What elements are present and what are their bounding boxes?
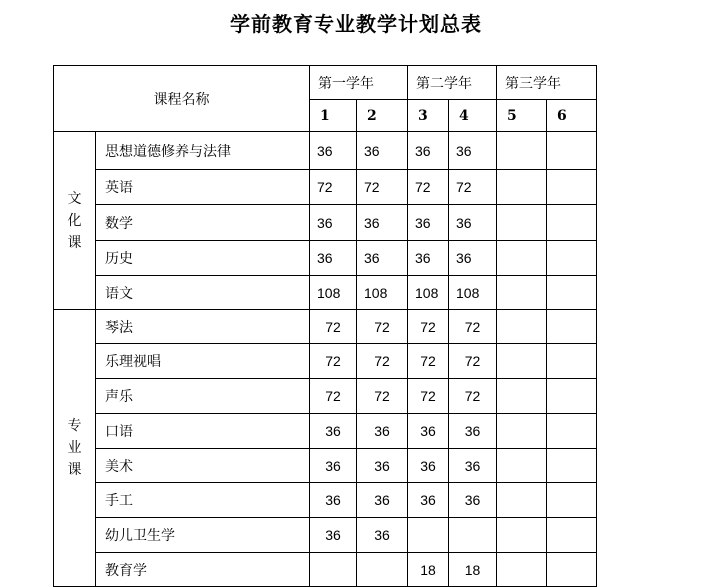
hours-cell: 36 — [310, 414, 357, 449]
hours-cell — [497, 132, 547, 170]
hours-cell: 36 — [357, 483, 408, 518]
hours-cell: 36 — [310, 483, 357, 518]
hours-cell: 36 — [408, 241, 449, 276]
course-name-cell: 口语 — [96, 414, 310, 449]
hours-cell: 36 — [449, 132, 497, 170]
course-name-cell: 语文 — [96, 276, 310, 310]
hours-cell: 36 — [310, 205, 357, 241]
year-2-header: 第二学年 — [408, 66, 497, 100]
semester-header: 5 — [497, 100, 547, 132]
hours-cell — [357, 553, 408, 587]
hours-cell: 108 — [310, 276, 357, 310]
hours-cell — [547, 518, 597, 553]
hours-cell: 36 — [408, 449, 449, 483]
hours-cell — [497, 170, 547, 205]
hours-cell: 36 — [310, 518, 357, 553]
hours-cell: 36 — [408, 205, 449, 241]
hours-cell: 108 — [449, 276, 497, 310]
course-name-header: 课程名称 — [54, 66, 310, 132]
hours-cell — [547, 132, 597, 170]
hours-cell — [408, 518, 449, 553]
hours-cell — [497, 449, 547, 483]
hours-cell: 72 — [449, 379, 497, 414]
hours-cell: 72 — [408, 170, 449, 205]
course-name-cell: 乐理视唱 — [96, 344, 310, 379]
hours-cell: 36 — [449, 483, 497, 518]
hours-cell: 36 — [408, 414, 449, 449]
table-row — [54, 379, 597, 414]
hours-cell — [547, 414, 597, 449]
hours-cell: 72 — [310, 344, 357, 379]
course-name-cell: 思想道德修养与法律 — [96, 132, 310, 170]
hours-cell — [497, 344, 547, 379]
hours-cell: 72 — [449, 310, 497, 344]
hours-cell: 72 — [408, 344, 449, 379]
hours-cell: 36 — [408, 132, 449, 170]
semester-header: 1 — [310, 100, 357, 132]
hours-cell: 36 — [357, 132, 408, 170]
hours-cell: 18 — [449, 553, 497, 587]
hours-cell: 72 — [408, 310, 449, 344]
category-cell: 专 业 课 — [54, 310, 96, 587]
hours-cell — [497, 483, 547, 518]
semester-header: 2 — [357, 100, 408, 132]
table-row — [54, 241, 597, 276]
table-row — [54, 553, 597, 587]
course-name-cell: 英语 — [96, 170, 310, 205]
hours-cell: 18 — [408, 553, 449, 587]
table-row — [54, 132, 597, 170]
hours-cell — [547, 379, 597, 414]
hours-cell — [497, 414, 547, 449]
hours-cell: 72 — [357, 379, 408, 414]
hours-cell — [547, 276, 597, 310]
table-row — [54, 344, 597, 379]
category-cell: 文 化 课 — [54, 132, 96, 310]
year-3-header: 第三学年 — [497, 66, 597, 100]
course-name-cell: 美术 — [96, 449, 310, 483]
page-title: 学前教育专业教学计划总表 — [230, 12, 482, 36]
semester-header: 3 — [408, 100, 449, 132]
hours-cell — [547, 344, 597, 379]
hours-cell: 36 — [449, 414, 497, 449]
hours-cell: 36 — [449, 205, 497, 241]
hours-cell — [497, 276, 547, 310]
course-name-cell: 幼儿卫生学 — [96, 518, 310, 553]
course-name-cell: 手工 — [96, 483, 310, 518]
table-row — [54, 170, 597, 205]
hours-cell: 72 — [449, 344, 497, 379]
hours-cell: 36 — [408, 483, 449, 518]
table-body — [54, 132, 597, 587]
hours-cell — [547, 449, 597, 483]
hours-cell: 36 — [357, 205, 408, 241]
hours-cell — [497, 205, 547, 241]
hours-cell: 36 — [357, 414, 408, 449]
semester-header: 6 — [547, 100, 597, 132]
course-name-cell: 教育学 — [96, 553, 310, 587]
table-row — [54, 449, 597, 483]
hours-cell — [547, 483, 597, 518]
table-row — [54, 518, 597, 553]
course-name-cell: 历史 — [96, 241, 310, 276]
course-name-cell: 数学 — [96, 205, 310, 241]
hours-cell: 72 — [310, 170, 357, 205]
teaching-plan-table — [53, 65, 597, 587]
hours-cell: 72 — [310, 379, 357, 414]
table-row — [54, 483, 597, 518]
hours-cell: 72 — [357, 344, 408, 379]
hours-cell — [547, 170, 597, 205]
hours-cell — [449, 518, 497, 553]
hours-cell: 72 — [310, 310, 357, 344]
course-name-cell: 琴法 — [96, 310, 310, 344]
hours-cell — [497, 310, 547, 344]
course-name-cell: 声乐 — [96, 379, 310, 414]
year-1-header: 第一学年 — [310, 66, 408, 100]
hours-cell: 72 — [449, 170, 497, 205]
table-row — [54, 414, 597, 449]
hours-cell: 72 — [357, 310, 408, 344]
hours-cell: 36 — [357, 241, 408, 276]
table-row — [54, 276, 597, 310]
hours-cell: 72 — [357, 170, 408, 205]
semester-header: 4 — [449, 100, 497, 132]
hours-cell — [547, 205, 597, 241]
hours-cell — [497, 518, 547, 553]
hours-cell: 36 — [310, 132, 357, 170]
hours-cell — [497, 553, 547, 587]
hours-cell — [547, 310, 597, 344]
hours-cell — [497, 379, 547, 414]
hours-cell: 108 — [408, 276, 449, 310]
table-row — [54, 205, 597, 241]
hours-cell: 36 — [449, 449, 497, 483]
hours-cell: 36 — [310, 241, 357, 276]
hours-cell: 108 — [357, 276, 408, 310]
hours-cell: 36 — [357, 449, 408, 483]
hours-cell — [497, 241, 547, 276]
hours-cell: 72 — [408, 379, 449, 414]
hours-cell: 36 — [310, 449, 357, 483]
hours-cell — [310, 553, 357, 587]
hours-cell: 36 — [449, 241, 497, 276]
hours-cell — [547, 553, 597, 587]
hours-cell: 36 — [357, 518, 408, 553]
table-row — [54, 310, 597, 344]
hours-cell — [547, 241, 597, 276]
